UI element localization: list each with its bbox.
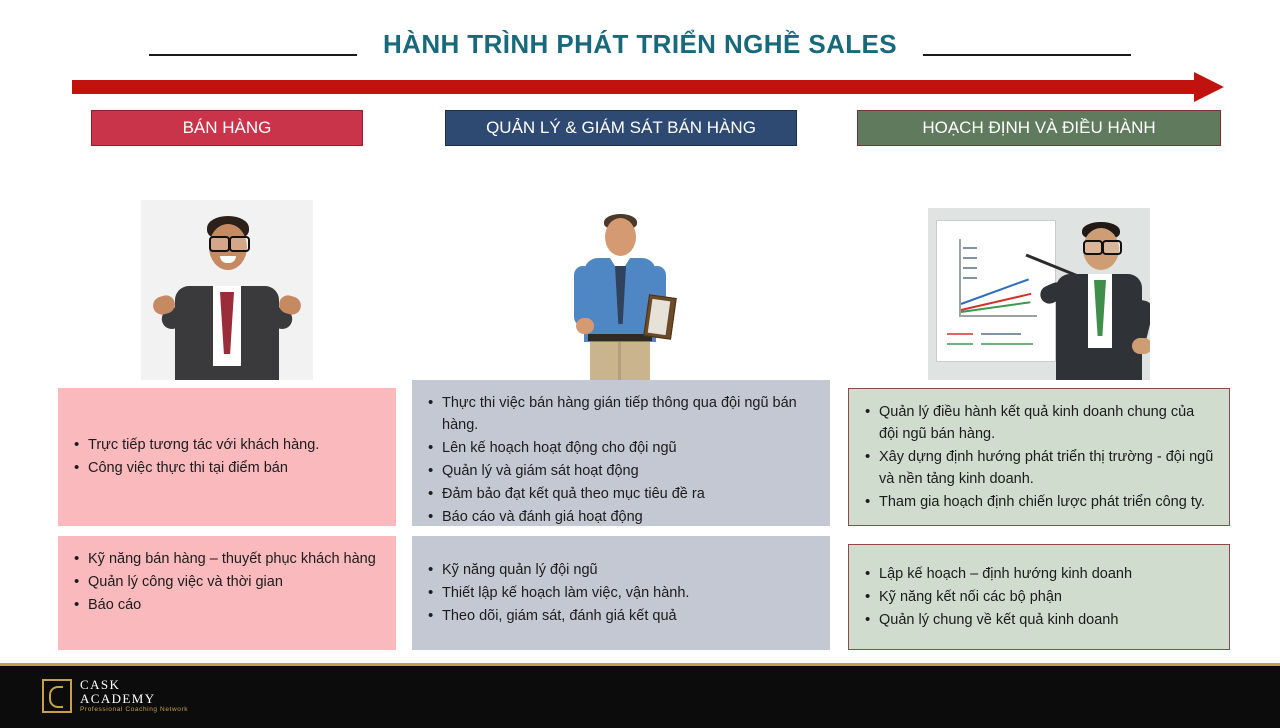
photo-area-management <box>412 158 830 380</box>
list-item: • Đảm bảo đạt kết quả theo mục tiêu đề ra <box>442 483 816 505</box>
column-planning <box>848 110 1230 380</box>
list-item: • Quản lý và giám sát hoạt động <box>442 460 816 482</box>
list-item: • Báo cáo <box>88 594 382 616</box>
role-block-sales <box>58 388 396 526</box>
title-rule-left <box>149 54 357 56</box>
list-item: • Kỹ năng kết nối các bộ phận <box>879 586 1132 608</box>
list-item: • Lập kế hoạch – định hướng kinh doanh <box>879 563 1132 585</box>
list-item: • Trực tiếp tương tác với khách hàng. <box>88 434 319 456</box>
presenter-at-flipchart-photo <box>928 208 1150 380</box>
list-item: • Thực thi việc bán hàng gián tiếp thông qua đội ngũ bán hàng. <box>442 392 816 436</box>
column-management <box>412 110 830 380</box>
brand-tagline: Professional Coaching Network <box>80 706 189 714</box>
role-list-management <box>422 392 816 528</box>
man-pointing-photo <box>141 200 313 380</box>
role-list-sales <box>68 434 319 480</box>
list-item: • Thiết lập kế hoạch làm việc, vận hành. <box>442 582 689 604</box>
title-row <box>0 22 1280 66</box>
list-item: • Kỹ năng quản lý đội ngũ <box>442 559 689 581</box>
skill-list-management <box>422 559 689 628</box>
logo-text <box>80 678 188 714</box>
list-item: • Lên kế hoạch hoạt động cho đội ngũ <box>442 437 816 459</box>
cask-academy-logo <box>42 678 188 714</box>
brand-line-2: ACADEMY <box>80 690 156 706</box>
role-list-planning <box>859 401 1215 513</box>
list-item: • Tham gia hoạch định chiến lược phát triển công ty. <box>879 491 1215 513</box>
slide-footer <box>0 663 1280 728</box>
list-item: • Quản lý chung về kết quả kinh doanh <box>879 609 1132 631</box>
list-item: • Quản lý điều hành kết quả kinh doanh chung của đội ngũ bán hàng. <box>879 401 1215 445</box>
progression-arrow <box>72 72 1224 102</box>
list-item: • Xây dựng định hướng phát triển thị trường - đội ngũ và nền tảng kinh doanh. <box>879 446 1215 490</box>
arrow-shaft <box>72 80 1197 94</box>
role-block-planning <box>848 388 1230 526</box>
column-header-management: QUẢN LÝ & GIÁM SÁT BÁN HÀNG <box>445 110 797 146</box>
skill-block-sales <box>58 536 396 650</box>
column-sales <box>58 110 396 380</box>
arrow-head-icon <box>1194 72 1224 102</box>
man-with-folder-photo <box>546 200 696 380</box>
list-item: • Kỹ năng bán hàng – thuyết phục khách hàng <box>88 548 382 570</box>
list-item: • Quản lý công việc và thời gian <box>88 571 382 593</box>
role-block-management <box>412 380 830 526</box>
title-rule-right <box>923 54 1131 56</box>
skill-block-planning <box>848 544 1230 650</box>
list-item: • Báo cáo và đánh giá hoạt động <box>442 506 816 528</box>
column-header-sales: BÁN HÀNG <box>91 110 363 146</box>
list-item: • Theo dõi, giám sát, đánh giá kết quả <box>442 605 689 627</box>
photo-area-planning <box>848 158 1230 380</box>
book-icon <box>42 679 72 713</box>
photo-area-sales <box>58 158 396 380</box>
column-header-planning: HOẠCH ĐỊNH VÀ ĐIỀU HÀNH <box>857 110 1221 146</box>
flipchart-icon <box>936 220 1056 362</box>
brand-line-1: CASK <box>80 677 121 692</box>
skill-block-management <box>412 536 830 650</box>
skill-list-sales <box>68 548 382 616</box>
page-title: HÀNH TRÌNH PHÁT TRIỂN NGHỀ SALES <box>382 28 898 59</box>
skill-list-planning <box>859 563 1132 632</box>
list-item: • Công việc thực thi tại điểm bán <box>88 457 319 479</box>
